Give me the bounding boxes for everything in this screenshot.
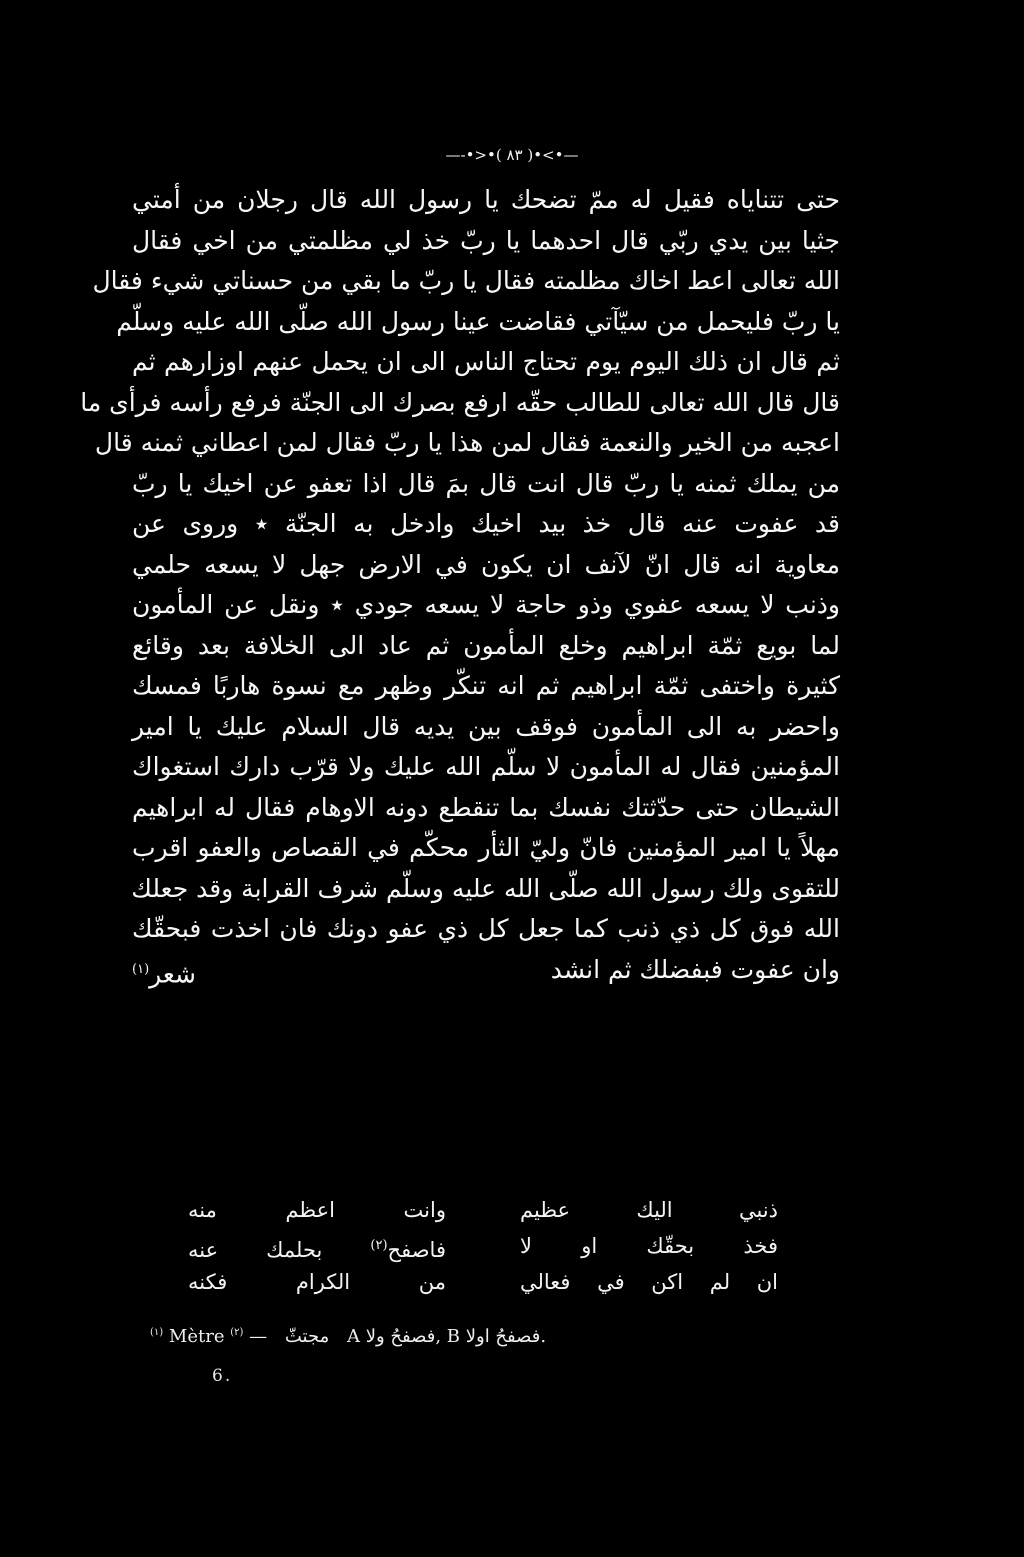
verse-first-half: ان لم اكن في فعالي xyxy=(520,1270,778,1294)
poem-verse xyxy=(188,1192,778,1228)
text-line: قال قال الله تعالى للطالب حقّه ارفع بصرك الى الجنّة فرفع رأسه فرأى ما xyxy=(80,387,840,417)
text-line: مهلاً يا امير المؤمنين فانّ وليّ الثأر محكّم في القصاص والعفو اقرب xyxy=(132,833,840,862)
footnote-separator: — xyxy=(249,1326,268,1347)
text-line: كثيرة واختفى ثمّة ابراهيم ثم انه تنكّر وظهر مع نسوة هاربًا فمسك xyxy=(132,671,840,700)
text-line: لما بويع ثمّة ابراهيم وخلع المأمون ثم عاد الى الخلافة بعد وقائع xyxy=(132,630,840,660)
footnote-2 xyxy=(230,1326,546,1347)
verse-second-half: من الكرام فكنه xyxy=(188,1270,446,1294)
footnote-1-number: (١) xyxy=(150,1327,164,1338)
poem-verse xyxy=(188,1228,778,1264)
text-line: معاوية انه قال انّ لآنف ان يكون في الارض جهل لا يسعه حلمي xyxy=(132,549,840,579)
text-line: الله فوق كل ذي ذنب كما جعل كل ذي عفو دونك فان اخذت فبحقّك xyxy=(132,914,840,943)
text-line-last xyxy=(132,950,840,991)
footnote-marker-2: (٢) xyxy=(370,1238,388,1253)
footnote-2-number: (٢) xyxy=(230,1327,244,1338)
poem-verse xyxy=(188,1264,778,1300)
body-text xyxy=(80,180,841,990)
footnote-marker-1: (١) xyxy=(132,961,150,977)
verse-first-half: فخذ بحقّك او لا xyxy=(520,1234,778,1258)
verse-rest: بحلمك عنه xyxy=(188,1238,323,1262)
text-line: جثيا بين يدي ربّي قال احدهما يا ربّ خذ لي مظلمتي من اخي فقال xyxy=(132,225,840,255)
signature-mark: 6. xyxy=(212,1366,233,1386)
verse-second-half xyxy=(188,1228,446,1264)
text-line: الشيطان حتى حدّثتك نفسك بما تنقطع دونه الاوهام فقال له ابراهيم xyxy=(132,792,840,822)
text-line: واحضر به الى المأمون فوقف بين يديه قال السلام عليك يا امير xyxy=(132,711,841,741)
footnote-2-text: A فصفحُ ولا, B فصفحُ اولا. xyxy=(346,1326,547,1347)
footnote-1-text: Mètre مجتثّ xyxy=(168,1326,330,1347)
footnotes xyxy=(150,1326,558,1347)
text-line: قد عفوت عنه قال خذ بيد اخيك وادخل به الجنّة ٭ وروى عن xyxy=(132,509,840,538)
verse-word: فاصفح xyxy=(387,1238,446,1262)
text-line: اعجبه من الخير والنعمة فقال لمن هذا يا ربّ فقال لمن اعطاني ثمنه قال xyxy=(94,428,840,457)
verse-first-half: ذنبي اليك عظيم xyxy=(520,1198,778,1222)
text-line: من يملك ثمنه يا ربّ قال انت قال بمَ قال اذا تعفو عن اخيك يا ربّ xyxy=(132,468,840,498)
text-line: المؤمنين فقال له المأمون لا سلّم الله عليك ولا قرّب دارك استغواك xyxy=(132,752,840,781)
text-line: يا ربّ فليحمل من سيّآتي فقاضت عينا رسول الله صلّى الله عليه وسلّم xyxy=(116,306,840,336)
verse-second-half: وانت اعظم منه xyxy=(188,1198,446,1222)
text-line: ثم قال ان ذلك اليوم يوم تحتاج الناس الى ان يحمل عنهم اوزارهم ثم xyxy=(132,347,840,376)
poem-label xyxy=(132,950,196,991)
last-line-text: وان عفوت فبفضلك ثم انشد xyxy=(550,954,840,984)
page-number: —-•>•( ٨٣ )•<•— xyxy=(445,146,579,164)
text-line: حتى تتناياه فقيل له ممّ تضحك يا رسول الله قال رجلان من أمتي xyxy=(132,185,840,214)
text-line: للتقوى ولك رسول الله صلّى الله عليه وسلّم شرف القرابة وقد جعلك xyxy=(131,873,840,903)
text-line: الله تعالى اعط اخاك مظلمته فقال يا ربّ ما بقي من حسناتي شيء فقال xyxy=(92,266,840,295)
text-line: وذنب لا يسعه عفوي وذو حاجة لا يسعه جودي ٭ ونقل عن المأمون xyxy=(132,590,840,619)
poem-label-text: شعر xyxy=(149,958,196,988)
poem xyxy=(188,1192,778,1300)
